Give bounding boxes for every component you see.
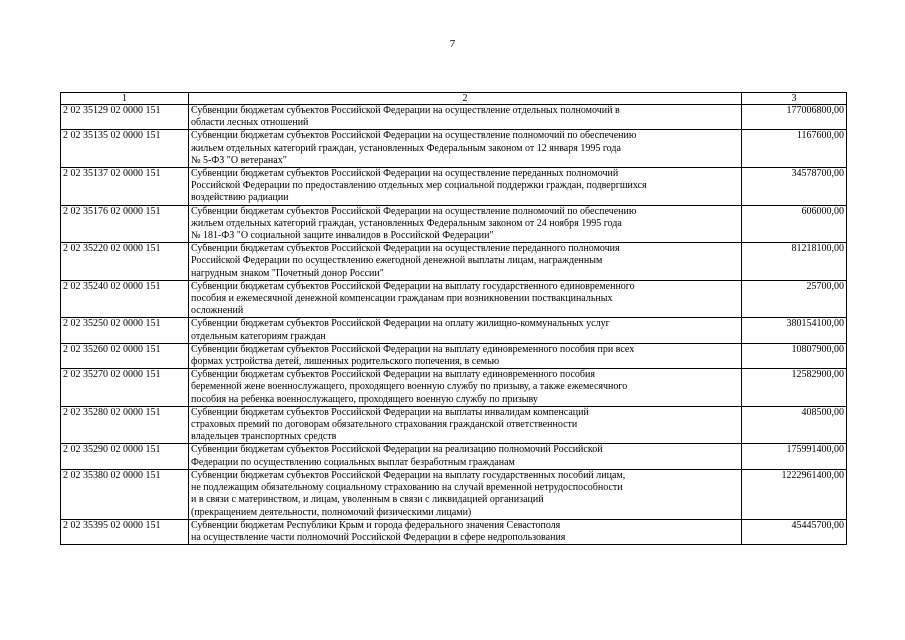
budget-code: 2 02 35280 02 0000 151 (61, 406, 189, 444)
budget-code: 2 02 35290 02 0000 151 (61, 444, 189, 469)
table-row (61, 343, 847, 368)
budget-code: 2 02 35395 02 0000 151 (61, 519, 189, 544)
amount: 45445700,00 (742, 519, 847, 544)
column-header-1: 1 (61, 93, 189, 105)
description: Субвенции бюджетам субъектов Российской Федерации на осуществление переданных полномочий Российской Федерации по предоставлению отдельных мер социальной поддержки граждан, подвергшихся воздействию радиации (189, 168, 742, 206)
description: Субвенции бюджетам субъектов Российской Федерации на осуществление переданного полномочия Российской Федерации по осуществлению ежегодной денежной выплаты лицам, награжденным нагрудным знаком "Почетный донор России" (189, 243, 742, 281)
description: Субвенции бюджетам субъектов Российской Федерации на реализацию полномочий Российской Федерации по осуществлению социальных выплат безработным гражданам (189, 444, 742, 469)
description: Субвенции бюджетам субъектов Российской Федерации на выплату государственных пособий лицам, не подлежащим обязательному социальному страхованию на случай временной нетрудоспособности и в связи с материнством, и лицам, уволенным в связи с ликвидацией организаций (прекращением деятельности, полномочий физическими лицами) (189, 469, 742, 519)
description: Субвенции бюджетам субъектов Российской Федерации на выплаты инвалидам компенсаций страховых премий по договорам обязательного страхования гражданской ответственности владельцев транспортных средств (189, 406, 742, 444)
description: Субвенции бюджетам субъектов Российской Федерации на выплату единовременного пособия при всех формах устройства детей, лишенных родительского попечения, в семью (189, 343, 742, 368)
table-row (61, 519, 847, 544)
amount: 606000,00 (742, 205, 847, 243)
table-row (61, 168, 847, 206)
amount: 81218100,00 (742, 243, 847, 281)
table-row (61, 469, 847, 519)
amount: 34578700,00 (742, 168, 847, 206)
description: Субвенции бюджетам Республики Крым и города федерального значения Севастополя на осуществление части полномочий Российской Федерации в сфере недропользования (189, 519, 742, 544)
table-row (61, 130, 847, 168)
column-header-3: 3 (742, 93, 847, 105)
description: Субвенции бюджетам субъектов Российской Федерации на оплату жилищно-коммунальных услуг отдельным категориям граждан (189, 318, 742, 343)
budget-code: 2 02 35135 02 0000 151 (61, 130, 189, 168)
budget-code: 2 02 35270 02 0000 151 (61, 369, 189, 407)
budget-code: 2 02 35240 02 0000 151 (61, 280, 189, 318)
amount: 175991400,00 (742, 444, 847, 469)
table-row (61, 369, 847, 407)
description: Субвенции бюджетам субъектов Российской Федерации на выплату единовременного пособия беременной жене военнослужащего, проходящего военную службу по призыву, а также ежемесячного пособия на ребенка военнослужащего, проходящего военную службу по призыву (189, 369, 742, 407)
revenue-table (60, 92, 847, 545)
amount: 1222961400,00 (742, 469, 847, 519)
table-row (61, 105, 847, 130)
description: Субвенции бюджетам субъектов Российской Федерации на осуществление полномочий по обеспечению жильем отдельных категорий граждан, установленных Федеральным законом от 12 января 1995 года № 5-ФЗ "О ветеранах" (189, 130, 742, 168)
amount: 177006800,00 (742, 105, 847, 130)
amount: 10807900,00 (742, 343, 847, 368)
amount: 12582900,00 (742, 369, 847, 407)
table-header-row (61, 93, 847, 105)
budget-code: 2 02 35250 02 0000 151 (61, 318, 189, 343)
table-row (61, 205, 847, 243)
budget-code: 2 02 35137 02 0000 151 (61, 168, 189, 206)
description: Субвенции бюджетам субъектов Российской Федерации на осуществление отдельных полномочий в области лесных отношений (189, 105, 742, 130)
budget-code: 2 02 35176 02 0000 151 (61, 205, 189, 243)
description: Субвенции бюджетам субъектов Российской Федерации на осуществление полномочий по обеспечению жильем отдельных категорий граждан, установленных Федеральным законом от 24 ноября 1995 года № 181-ФЗ "О социальной защите инвалидов в Российской Федерации" (189, 205, 742, 243)
amount: 25700,00 (742, 280, 847, 318)
amount: 380154100,00 (742, 318, 847, 343)
budget-code: 2 02 35129 02 0000 151 (61, 105, 189, 130)
amount: 1167600,00 (742, 130, 847, 168)
table-row (61, 280, 847, 318)
budget-code: 2 02 35260 02 0000 151 (61, 343, 189, 368)
column-header-2: 2 (189, 93, 742, 105)
budget-code: 2 02 35380 02 0000 151 (61, 469, 189, 519)
table-row (61, 444, 847, 469)
table-row (61, 243, 847, 281)
budget-code: 2 02 35220 02 0000 151 (61, 243, 189, 281)
table-row (61, 406, 847, 444)
description: Субвенции бюджетам субъектов Российской Федерации на выплату государственного единовременного пособия и ежемесячной денежной компенсации гражданам при возникновении поствакцинальных осложнений (189, 280, 742, 318)
amount: 408500,00 (742, 406, 847, 444)
page-number: 7 (449, 38, 456, 50)
table-row (61, 318, 847, 343)
